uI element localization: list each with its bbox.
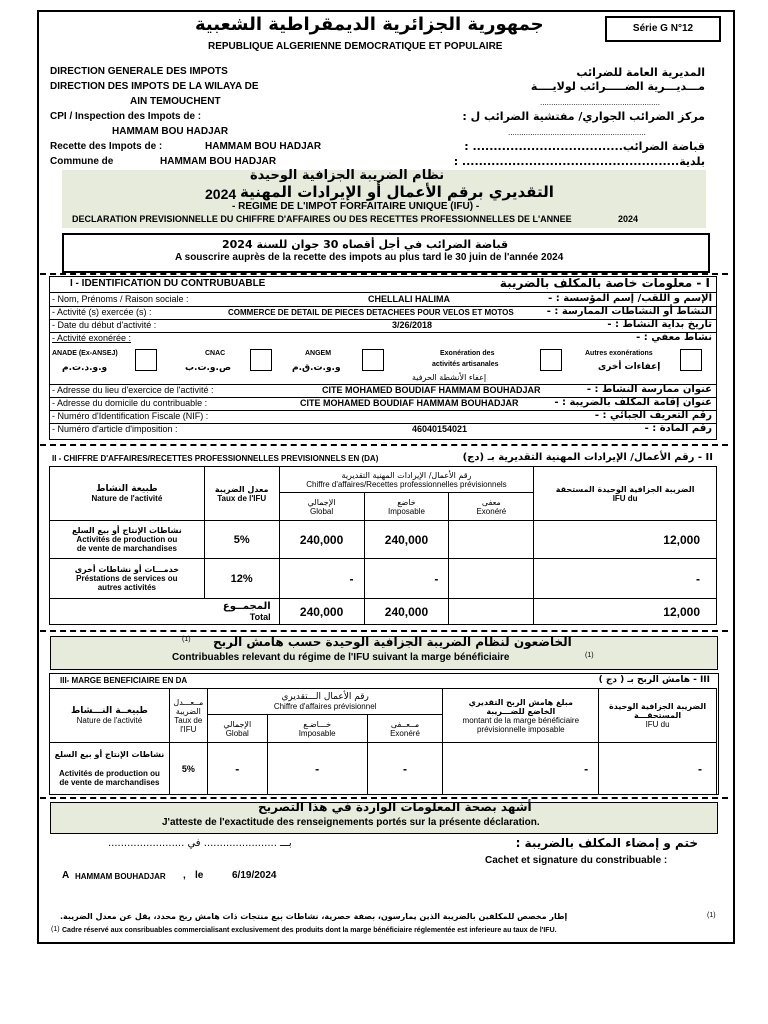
s1-dom-fr: - Adresse du domicile du contribuable : — [52, 398, 208, 408]
exo-artisan-checkbox[interactable] — [540, 349, 562, 371]
s3-h-nature — [50, 689, 170, 743]
marge-fr-sup: (1) — [585, 652, 594, 659]
s1-addr-ar: عنوان ممارسة النشاط : - — [586, 384, 712, 395]
s1-row1-fr: - Activité (s) exercée (s) : — [52, 307, 152, 317]
s2-h-imposable — [364, 493, 449, 521]
signature-a: A — [62, 870, 70, 881]
signature-cachet-fr: Cachet et signature du constribuable : — [485, 855, 668, 866]
s2-r1-nature-fr1: Préstations de services ou — [76, 574, 178, 583]
s3-r0-nature-ar: نشاطات الإنتاج أو بيع السلع — [54, 750, 165, 759]
section3-title-fr: III- MARGE BENEFICIAIRE EN DA — [60, 676, 188, 685]
section2-title-ar: II - رقم الأعمال/ الإيرادات المهنية التقديرية بـ (دج) — [462, 452, 713, 463]
s2-r0-nature — [50, 521, 205, 559]
exo-autres-fr: Autres exonérations — [585, 350, 653, 357]
s3-h-nature-ar: طبيعــة النـــشاط — [70, 706, 148, 716]
s2-h-global-ar: الإجمالي — [307, 497, 336, 507]
regime-fr-1: - REGIME DE L'IMPOT FORFAITAIRE UNIQUE (IFU) - — [232, 201, 480, 212]
regime-fr-2: DECLARATION PREVISIONNELLE DU CHIFFRE D'AFFAIRES OU DES RECETTES PROFESSIONNELLES DE L'ANNEE — [72, 214, 572, 224]
deadline-fr: A souscrire auprès de la recette des impots au plus tard le 30 juin de l'année 2024 — [175, 252, 564, 263]
s1-row0-fr: - Nom, Prénoms / Raison sociale : — [52, 294, 189, 304]
exo-autres-ar: إعفاءات أخرى — [598, 362, 661, 372]
footnote-ar: إطار مخصص للمكلفين بالضريبة الذين يمارسون، بصفة حصرية، نشاطات بيع منتجات ذات هامش ربح محدد، يقل عن معدل الضريبة. — [60, 912, 568, 921]
s2-h-nature — [50, 467, 205, 521]
s1-row-rule — [49, 332, 716, 333]
exo-autres-checkbox[interactable] — [680, 349, 702, 371]
exo-angem-checkbox[interactable] — [362, 349, 384, 371]
recette-fr: Recette des Impots de : — [50, 141, 163, 152]
s3-h-marge-fr1: montant de la marge bénéficiaire — [462, 715, 580, 725]
s1-art-value: 46040154021 — [412, 424, 468, 434]
s1-addr-fr: - Adresse du lieu d'exercice de l'activité : — [52, 385, 214, 395]
commune-value: HAMMAM BOU HADJAR — [160, 156, 277, 167]
s3-h-imposable-fr: Imposable — [298, 728, 336, 738]
s2-h-nature-fr: Nature de l'activité — [91, 494, 163, 503]
s3-h-global — [207, 715, 267, 743]
marge-ar: الخاضعون لنظام الضريبة الجزافية الوحيدة حسب هامش الربح — [213, 635, 572, 649]
section3-title-ar: III - هامش الربح بـ ( دج ) — [598, 675, 710, 685]
s2-h-taux — [204, 467, 279, 521]
s3-h-taux-ar: مــعـــدل الضريبة — [173, 697, 204, 716]
section1-title-ar: I - معلومات خاصة بالمكلف بالضريبة — [499, 276, 710, 290]
regime-ar-2: التقديري برقم الأعمال أو الإيرادات المهنية — [240, 183, 554, 201]
s3-h-ca-ar: رقم الأعمال الـــتقديري — [281, 692, 369, 702]
regime-year: 2024 — [205, 186, 237, 202]
s1-art-ar: رقم المادة : - — [644, 423, 712, 434]
s2-r1-nature — [50, 559, 205, 599]
s2-h-nature-ar: طبيعة النشاط — [96, 484, 158, 494]
s3-h-nature-fr: Nature de l'activité — [76, 716, 143, 725]
s1-row0-ar: الإسم و اللقب/ إسم المؤسسة : - — [548, 293, 712, 304]
s2-r0-global: 240,000 — [279, 521, 364, 559]
s2-r0-ifu: 12,000 — [534, 521, 717, 559]
exo-cnac-ar: ص.و.ت.ب — [185, 363, 232, 373]
s3-r0-marge: - — [443, 743, 599, 795]
exo-artisan-fr1: Exonération des — [440, 350, 495, 357]
dw-dots: ...................................................... — [540, 98, 661, 107]
s1-row3-fr: - Activité exonérée : — [52, 333, 132, 343]
republic-fr: REPUBLIQUE ALGERIENNE DEMOCRATIQUE ET POPULAIRE — [208, 41, 503, 52]
signature-le: le — [195, 870, 204, 881]
s2-r1-nature-ar: خدمـــات أو نشاطات أخرى — [74, 565, 179, 574]
recette-ar: قباضة الضرائب.................................... : — [464, 140, 705, 153]
s1-nif-ar: رقم التعريف الجبائي : - — [594, 410, 712, 421]
recette-value: HAMMAM BOU HADJAR — [205, 141, 322, 152]
marge-ar-sup: (1) — [182, 636, 191, 643]
s3-r0-nature — [50, 743, 170, 795]
s3-h-marge-ar1: مبلغ هامش الربح التقديري — [468, 697, 573, 707]
s1-art-fr: - Numéro d'article d'imposition : — [52, 424, 178, 434]
s3-r0-imposable: - — [267, 743, 367, 795]
serie-label: Série G N°12 — [605, 16, 721, 42]
s3-h-marge-ar2: الخاضع للضـــريبة — [486, 706, 556, 716]
s3-h-ca-fr: Chiffre d'affaires prévisionnel — [273, 702, 377, 711]
table-row — [50, 559, 717, 599]
s3-h-ifu-ar2: المستحقـــة — [634, 711, 682, 720]
total-row — [50, 599, 717, 625]
cpi-fr: CPI / Inspection des Impots de : — [50, 111, 202, 122]
s2-r1-nature-fr2: autres activités — [97, 583, 156, 592]
s2-h-global-fr: Global — [310, 506, 334, 516]
s3-h-global-ar: الإجمالي — [223, 719, 252, 729]
exo-anade-ar: و.و.د.ت.م — [62, 363, 108, 373]
s2-total-label — [50, 599, 280, 625]
s2-h-ca — [279, 467, 534, 493]
s2-h-exonere-ar: معفى — [481, 497, 501, 507]
deadline-ar: قباضة الضرائب في أجل أقصاه 30 جوان للسنة 2024 — [222, 238, 509, 251]
dgi-ar: المديرية العامة للضرائب — [576, 66, 705, 79]
divider-4 — [40, 797, 728, 799]
s1-row1-value: COMMERCE DE DETAIL DE PIECES DETACHEES POUR VELOS ET MOTOS — [228, 308, 514, 317]
s3-h-taux — [169, 689, 207, 743]
cpi-ar: مركز الضرائب الجواري/ مفتشية الضرائب ل : — [462, 110, 705, 123]
table-row — [50, 521, 717, 559]
exo-cnac-checkbox[interactable] — [250, 349, 272, 371]
s2-h-taux-ar: معدل الضريبة — [214, 484, 269, 494]
exo-anade-fr: ANADE (Ex-ANSEJ) — [52, 350, 118, 357]
s3-h-ca — [207, 689, 443, 715]
commune-ar: بلدية.................................................... : — [453, 155, 705, 168]
s3-r0-taux: 5% — [169, 743, 207, 795]
signature-place-ar: بـــ ....................... في ........................ — [108, 838, 292, 849]
s2-total-ifu: 12,000 — [534, 599, 717, 625]
s2-total-fr: Total — [249, 612, 271, 622]
divider-3 — [40, 630, 728, 632]
s1-row0-value: CHELLALI HALIMA — [368, 294, 450, 304]
footnote-fr-sup: (1) — [51, 926, 60, 933]
dw-value: AIN TEMOUCHENT — [130, 96, 221, 107]
s2-total-global: 240,000 — [279, 599, 364, 625]
s3-h-taux-fr1: Taux de — [174, 715, 203, 725]
s2-h-ifu-fr: IFU du — [612, 493, 638, 503]
s3-h-ifu — [599, 689, 717, 743]
footnote-ar-sup: (1) — [707, 912, 716, 919]
s3-r0-exonere: - — [367, 743, 443, 795]
s3-r0-global: - — [207, 743, 267, 795]
exo-angem-ar: و.و.ت.ق.م — [292, 363, 341, 373]
section3-table — [49, 688, 717, 795]
s2-h-imposable-fr: Imposable — [388, 506, 425, 516]
exo-cnac-fr: CNAC — [205, 350, 226, 357]
republic-ar: جمهورية الجزائرية الديمقراطية الشعبية — [195, 14, 544, 35]
s2-total-exonere — [449, 599, 534, 625]
s2-r0-imposable: 240,000 — [364, 521, 449, 559]
s3-h-global-fr: Global — [225, 728, 249, 738]
dw-ar: مـــديـــرية الضـــــرائب لولايــــة — [530, 80, 705, 93]
s2-h-exonere-fr: Exonéré — [476, 506, 507, 516]
signature-date: 6/19/2024 — [232, 870, 277, 881]
s1-dom-ar: عنوان إقامة المكلف بالضريبة : - — [554, 397, 712, 408]
cpi-value: HAMMAM BOU HADJAR — [112, 126, 229, 137]
s2-r0-nature-fr1: Activités de production ou — [76, 535, 178, 544]
exo-angem-fr: ANGEM — [305, 350, 332, 357]
s3-h-exonere-ar: مــعــفى — [390, 719, 420, 729]
s2-h-global — [279, 493, 364, 521]
footnote-fr: Cadre réservé aux consribuables commercialisant exclusivement des produits dont la marge bénéficiaire réglementée est inferieure au taux de l'IFU. — [62, 927, 557, 934]
s1-dom-value: CITE MOHAMED BOUDIAF HAMMAM BOUHADJAR — [300, 398, 519, 408]
s3-r0-nature-fr1: Activités de production ou — [58, 769, 160, 778]
s2-r0-exonere — [449, 521, 534, 559]
divider-2 — [40, 444, 728, 446]
s2-total-ar: المجمــوع — [222, 601, 271, 612]
s1-nif-fr: - Numéro d'Identification Fiscale (NIF) : — [52, 411, 209, 421]
section2-table — [49, 466, 717, 625]
s3-r0-ifu: - — [599, 743, 717, 795]
s1-addr-value: CITE MOHAMED BOUDIAF HAMMAM BOUHADJAR — [322, 385, 541, 395]
s2-r0-taux: 5% — [204, 521, 279, 559]
s2-h-exonere — [449, 493, 534, 521]
s2-h-ifu — [534, 467, 717, 521]
s2-h-taux-fr: Taux de l'IFU — [217, 493, 267, 503]
cpi-dots: .............................................................. — [508, 128, 646, 137]
divider-1 — [40, 273, 728, 275]
s2-h-ifu-ar: الضريبة الجزافية الوحيدة المستحقة — [555, 484, 695, 494]
s3-h-marge-fr2: prévisionnelle imposable — [476, 724, 565, 734]
regime-ar-1: نظام الضريبة الجزافية الوحيدة — [250, 168, 445, 183]
s1-row2-fr: - Date du début d'activité : — [52, 320, 157, 330]
signature-cachet-ar: ختم و إمضاء المكلف بالضريبة : — [515, 836, 698, 850]
exo-artisan-ar: إعفاء الأنشطة الحرفية — [412, 373, 487, 382]
section2-title-fr: II - CHIFFRE D'AFFAIRES/RECETTES PROFESSIONNELLES PREVISIONNELS EN (DA) — [52, 454, 379, 463]
exo-anade-checkbox[interactable] — [135, 349, 157, 371]
s3-h-ifu-ar1: الضريبة الجزافية الوحيدة — [609, 702, 707, 711]
s3-h-imposable-ar: خـــاضـع — [303, 719, 332, 729]
regime-fr-year: 2024 — [618, 214, 639, 224]
s1-row2-ar: تاريخ بداية النشاط : - — [607, 319, 712, 330]
s2-h-ca-fr: Chiffre d'affaires/Recettes professionnelles prévisionnels — [306, 479, 507, 489]
s1-row3-ar: نشاط معفي : - — [636, 332, 712, 343]
s3-h-exonere — [367, 715, 443, 743]
attest-ar: أشهد بصحة المعلومات الواردة في هذا التصريح — [258, 800, 532, 814]
attest-fr: J'atteste de l'exactitude des renseignements portés sur la présente déclaration. — [162, 817, 540, 828]
s2-r1-global: - — [279, 559, 364, 599]
s2-r1-exonere — [449, 559, 534, 599]
s3-h-taux-fr2: l'IFU — [180, 724, 197, 734]
signature-place: HAMMAM BOUHADJAR — [75, 872, 166, 881]
dgi-fr: DIRECTION GENERALE DES IMPOTS — [50, 66, 228, 77]
commune-fr: Commune de — [50, 156, 114, 167]
s2-r1-imposable: - — [364, 559, 449, 599]
signature-comma: , — [183, 870, 186, 881]
s2-h-imposable-ar: خاضع — [397, 497, 416, 507]
exo-artisan-fr2: activités artisanales — [432, 361, 499, 368]
s1-row1-ar: النشاط أو النشاطات الممارسة : - — [546, 306, 712, 317]
s1-row2-value: 3/26/2018 — [392, 320, 433, 330]
s3-h-ifu-fr: IFU du — [645, 720, 670, 729]
s2-r0-nature-fr2: de vente de marchandises — [76, 544, 177, 553]
s3-r0-nature-fr2: de vente de marchandises — [59, 778, 160, 787]
marge-fr: Contribuables relevant du régime de l'IFU suivant la marge bénéficiaire — [172, 652, 510, 663]
section1-title-fr: I - IDENTIFICATION DU CONTRUBUABLE — [70, 278, 266, 289]
s3-h-imposable — [267, 715, 367, 743]
s2-r1-ifu: - — [534, 559, 717, 599]
table-row — [50, 743, 717, 795]
s2-r0-nature-ar: نشاطات الإنتاج أو بيع السلع — [72, 526, 182, 535]
s3-h-exonere-fr: Exonéré — [390, 728, 420, 738]
s2-total-imposable: 240,000 — [364, 599, 449, 625]
s2-h-ca-ar: رقم الأعمال/ الإيرادات المهنية التقديرية — [341, 470, 472, 480]
dw-fr: DIRECTION DES IMPOTS DE LA WILAYA DE — [50, 81, 259, 92]
s3-h-marge — [443, 689, 599, 743]
s2-r1-taux: 12% — [204, 559, 279, 599]
